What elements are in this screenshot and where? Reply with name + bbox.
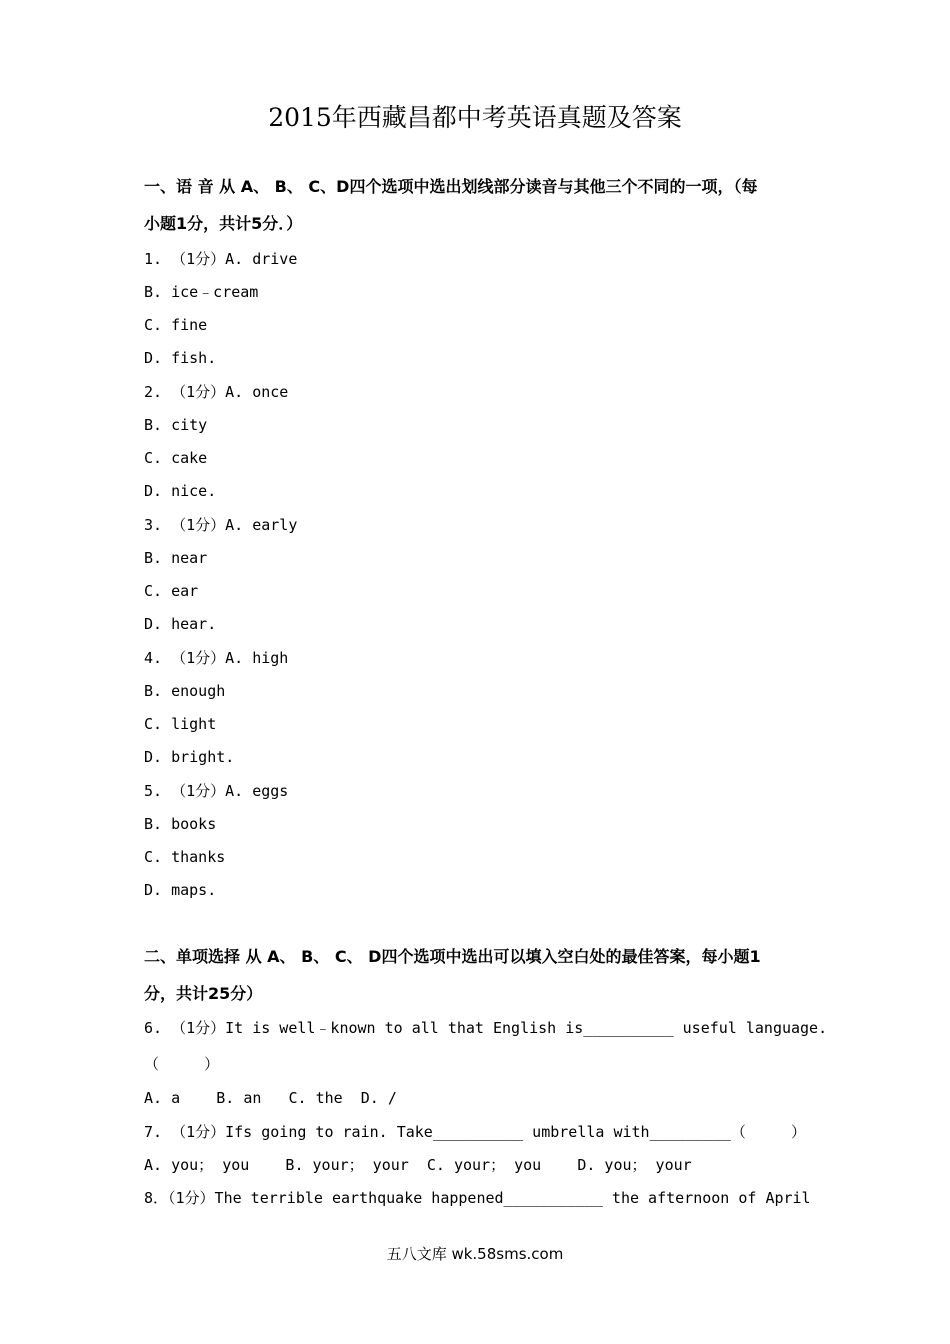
q1-option-d: D. fish. — [144, 349, 217, 367]
section-2-heading: 二、单项选择 从 A、 B、 C、 D四个选项中选出可以填入空白处的最佳答案，每小题1 — [144, 947, 761, 966]
section-1-heading: 一、语 音 从 A、 B、 C、D四个选项中选出划线部分读音与其他三个不同的一项，（每 — [144, 177, 758, 196]
q2-option-a: 2. （1分）A. once — [144, 383, 289, 401]
q1-option-a: 1. （1分）A. drive — [144, 250, 298, 268]
page-title: 2015年西藏昌都中考英语真题及答案 — [268, 103, 682, 132]
q7-stem: 7. （1分）Ifs going to rain. Take__________ umbrella with_________（ ） — [144, 1123, 807, 1141]
q5-option-d: D. maps. — [144, 881, 217, 899]
q3-option-d: D. hear. — [144, 615, 217, 633]
q1-option-c: C. fine — [144, 316, 208, 334]
q1-option-b: B. ice﹣cream — [144, 283, 259, 301]
q3-option-c: C. ear — [144, 582, 199, 600]
q2-option-c: C. cake — [144, 449, 208, 467]
q5-option-b: B. books — [144, 815, 217, 833]
section-1-heading-cont: 小题1分，共计5分．） — [144, 214, 303, 233]
q2-option-d: D. nice. — [144, 482, 217, 500]
q6-options: A. a B. an C. the D. / — [144, 1089, 397, 1107]
q8-stem: 8．（1分）The terrible earthquake happened___________ the afternoon of April — [144, 1189, 811, 1207]
q3-option-a: 3. （1分）A. early — [144, 516, 298, 534]
footer-watermark: 五八文库 wk.58sms.com — [386, 1245, 564, 1263]
q2-option-b: B. city — [144, 416, 208, 434]
section-2-heading-cont: 分，共计25分） — [144, 984, 263, 1003]
q6-answer-bracket: （ ） — [144, 1055, 220, 1073]
q4-option-c: C. light — [144, 715, 217, 733]
q5-option-a: 5. （1分）A. eggs — [144, 782, 289, 800]
q7-options: A. you； you B. your； your C. your； you D. you； your — [144, 1156, 692, 1174]
q3-option-b: B. near — [144, 549, 208, 567]
q6-stem: 6. （1分）It is well﹣known to all that English is__________ useful language. — [144, 1019, 828, 1037]
q4-option-d: D. bright. — [144, 748, 235, 766]
q4-option-a: 4. （1分）A. high — [144, 649, 289, 667]
q4-option-b: B. enough — [144, 682, 226, 700]
q5-option-c: C. thanks — [144, 848, 226, 866]
